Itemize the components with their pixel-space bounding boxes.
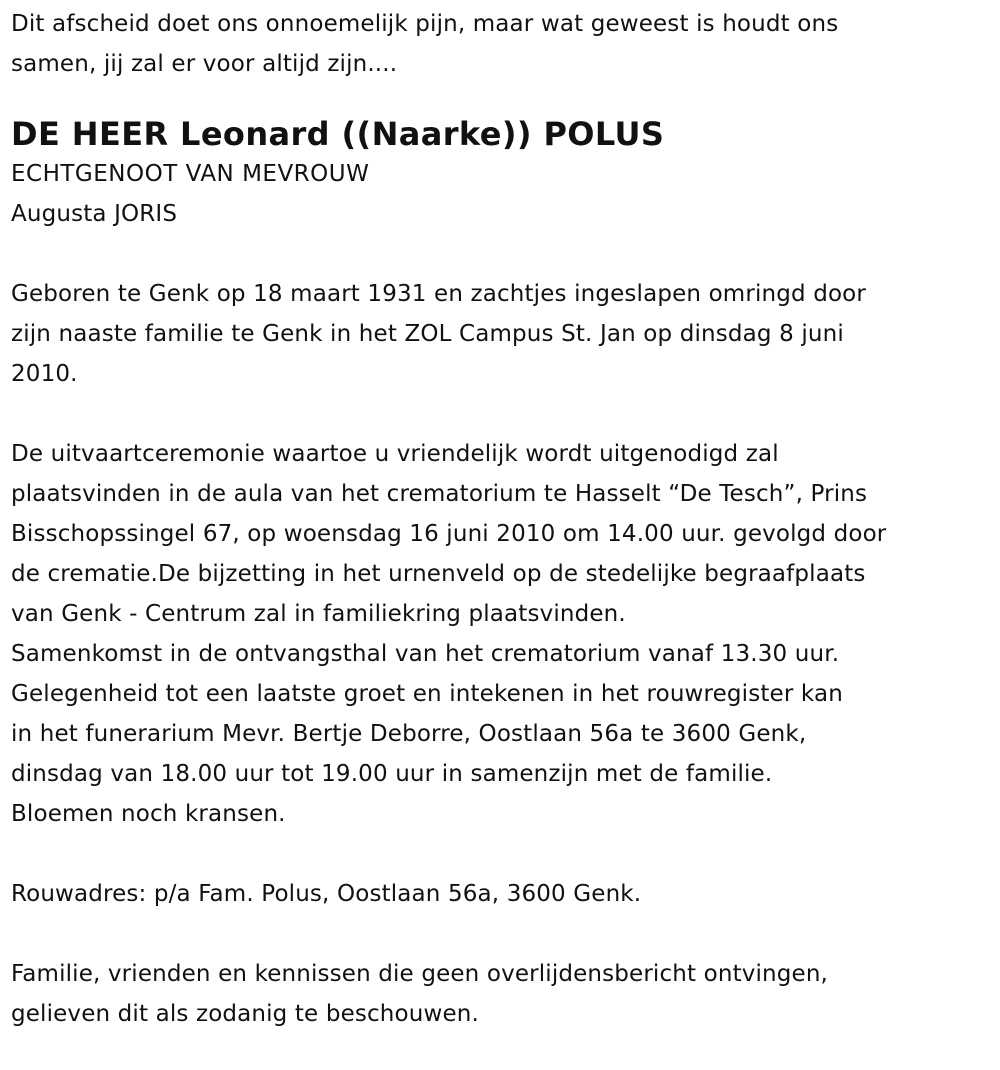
birth-death-paragraph [11,274,1000,394]
paragraph-line: dinsdag van 18.00 uur tot 19.00 uur in samenzijn met de familie. [11,761,773,787]
paragraph-line: zijn naaste familie te Genk in het ZOL Campus St. Jan op dinsdag 8 juni [11,321,844,347]
spacer [11,394,1000,434]
paragraph-line: De uitvaartceremonie waartoe u vriendelijk wordt uitgenodigd zal [11,441,779,467]
paragraph-line: plaatsvinden in de aula van het crematorium te Hasselt “De Tesch”, Prins [11,481,868,507]
intro-line: Dit afscheid doet ons onnoemelijk pijn, maar wat geweest is houdt ons [11,11,839,37]
paragraph-line: Familie, vrienden en kennissen die geen overlijdensbericht ontvingen, [11,961,829,987]
paragraph-line: Gelegenheid tot een laatste groet en intekenen in het rouwregister kan [11,681,843,707]
spouse-line: Augusta JORIS [11,201,178,227]
paragraph-line: 2010. [11,361,78,387]
spouse-line: ECHTGENOOT VAN MEVROUW [11,161,370,187]
spacer [11,834,1000,874]
address-paragraph [11,874,1000,914]
spacer [11,234,1000,274]
paragraph-line: Samenkomst in de ontvangsthal van het crematorium vanaf 13.30 uur. [11,641,840,667]
paragraph-line: van Genk - Centrum zal in familiekring plaatsvinden. [11,601,626,627]
spacer [11,914,1000,954]
intro-line: samen, jij zal er voor altijd zijn.... [11,51,398,77]
paragraph-line: gelieven dit als zodanig te beschouwen. [11,1001,479,1027]
paragraph-line: Bloemen noch kransen. [11,801,286,827]
paragraph-line: in het funerarium Mevr. Bertje Deborre, Oostlaan 56a te 3600 Genk, [11,721,807,747]
paragraph-line: de crematie.De bijzetting in het urnenveld op de stedelijke begraafplaats [11,561,866,587]
address-line: Rouwadres: p/a Fam. Polus, Oostlaan 56a, 3600 Genk. [11,881,642,907]
ceremony-paragraph [11,434,1000,834]
intro-quote [11,4,1000,84]
paragraph-line: Geboren te Genk op 18 maart 1931 en zachtjes ingeslapen omringd door [11,281,866,307]
deceased-name: DE HEER Leonard ((Naarke)) POLUS [11,115,665,153]
spouse-info [11,154,1000,234]
closing-paragraph [11,954,1000,1034]
paragraph-line: Bisschopssingel 67, op woensdag 16 juni 2010 om 14.00 uur. gevolgd door [11,521,887,547]
